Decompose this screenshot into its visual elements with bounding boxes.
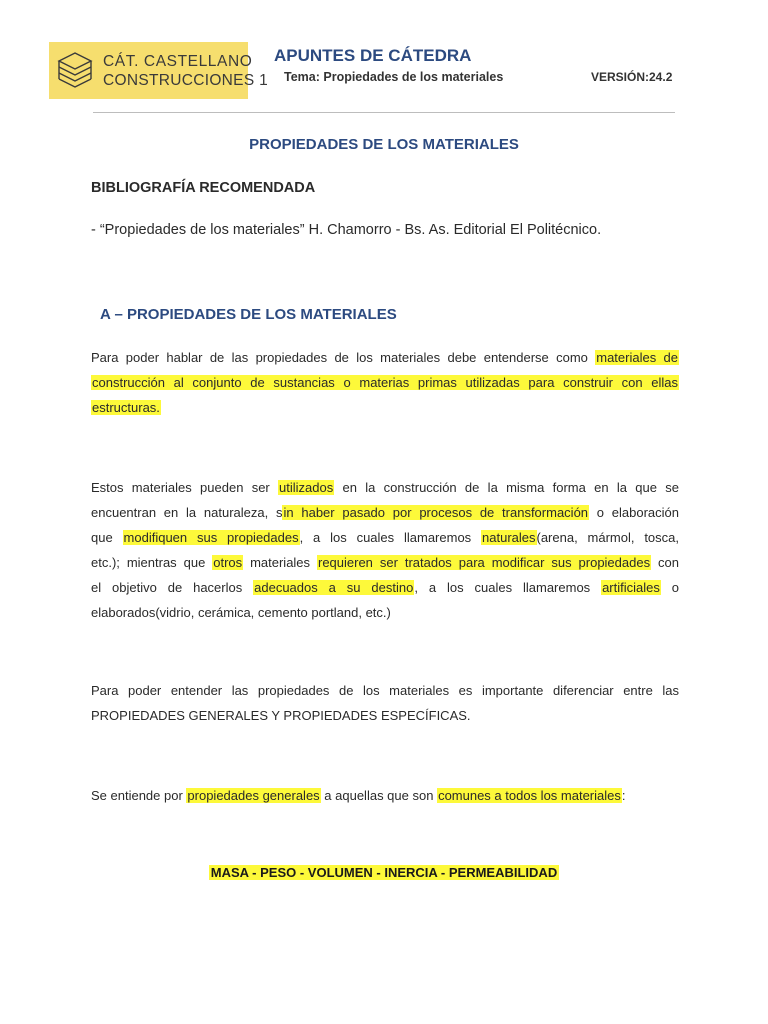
- highlighted-text: construcción al conjunto de sustancias o materias primas utilizadas para construir con ellas: [92, 375, 678, 390]
- text-run: Estos materiales pueden ser: [91, 480, 279, 495]
- bibliography-heading: BIBLIOGRAFÍA RECOMENDADA: [91, 180, 316, 196]
- text-run: materiales: [243, 555, 317, 570]
- text-run: en la construcción de la misma forma en la que se: [334, 480, 679, 495]
- text-run: , a los cuales llamaremos: [299, 530, 482, 545]
- text-run: elaborados(vidrio, cerámica, cemento portland, etc.): [91, 605, 391, 620]
- logo-text-line2: CONSTRUCCIONES 1: [103, 72, 268, 89]
- highlighted-text: MASA - PESO - VOLUMEN - INERCIA - PERMEABILIDAD: [210, 865, 558, 880]
- general-properties-list: [0, 865, 768, 880]
- highlighted-text: otros: [213, 555, 243, 570]
- course-logo: [49, 42, 268, 99]
- paragraph-line: [91, 703, 679, 728]
- paragraph-natural-artificial: [91, 475, 679, 625]
- header-divider: [93, 112, 675, 113]
- highlighted-text: utilizados: [279, 480, 334, 495]
- paragraph-line: [91, 370, 679, 395]
- highlighted-text: modifiquen sus propiedades: [123, 530, 299, 545]
- highlighted-text: materiales de: [596, 350, 678, 365]
- text-run: el objetivo de hacerlos: [91, 580, 254, 595]
- paragraph-line: [91, 783, 679, 808]
- paragraph-line: [91, 575, 679, 600]
- highlighted-text: artificiales: [602, 580, 660, 595]
- text-run: Para poder hablar de las propiedades de los materiales debe entenderse como: [91, 350, 596, 365]
- highlighted-text: propiedades generales: [187, 788, 320, 803]
- highlighted-text: comunes a todos los materiales: [438, 788, 621, 803]
- stacked-layers-icon: [57, 51, 93, 91]
- paragraph-general-properties: [91, 783, 679, 808]
- text-run: PROPIEDADES GENERALES Y PROPIEDADES ESPECÍFICAS.: [91, 708, 471, 723]
- bibliography-item: - “Propiedades de los materiales” H. Chamorro - Bs. As. Editorial El Politécnico.: [91, 222, 602, 238]
- paragraph-line: [91, 500, 679, 525]
- text-run: a aquellas que son: [320, 788, 438, 803]
- paragraph-line: [91, 395, 679, 420]
- text-run: Para poder entender las propiedades de los materiales es importante diferenciar entre las: [91, 683, 679, 698]
- highlighted-text: adecuados a su destino: [254, 580, 414, 595]
- text-run: , a los cuales llamaremos: [414, 580, 602, 595]
- paragraph-definition: [91, 345, 679, 420]
- paragraph-general-specific: [91, 678, 679, 728]
- text-run: (arena, mármol, tosca,: [536, 530, 679, 545]
- section-a-heading: A – PROPIEDADES DE LOS MATERIALES: [100, 306, 397, 323]
- page-title: PROPIEDADES DE LOS MATERIALES: [249, 136, 519, 153]
- text-run: que: [91, 530, 123, 545]
- header-title: APUNTES DE CÁTEDRA: [274, 46, 472, 65]
- paragraph-line: [91, 550, 679, 575]
- text-run: etc.); mientras que: [91, 555, 213, 570]
- paragraph-line: [91, 525, 679, 550]
- highlighted-text: naturales: [482, 530, 536, 545]
- logo-text-line1: CÁT. CASTELLANO: [103, 53, 253, 70]
- paragraph-line: [91, 600, 679, 625]
- text-run: :: [621, 788, 626, 803]
- header-version: VERSIÓN:24.2: [591, 70, 673, 84]
- paragraph-line: [91, 475, 679, 500]
- highlighted-text: estructuras.: [92, 400, 160, 415]
- paragraph-line: [91, 345, 679, 370]
- text-run: con: [651, 555, 679, 570]
- text-run: o: [660, 580, 680, 595]
- text-run: encuentran en la naturaleza, s: [91, 505, 283, 520]
- highlighted-text: requieren ser tratados para modificar sus propiedades: [317, 555, 651, 570]
- paragraph-line: [91, 678, 679, 703]
- text-run: Se entiende por: [91, 788, 187, 803]
- text-run: o elaboración: [589, 505, 679, 520]
- header-topic: Tema: Propiedades de los materiales: [284, 70, 504, 84]
- highlighted-text: in haber pasado por procesos de transformación: [283, 505, 589, 520]
